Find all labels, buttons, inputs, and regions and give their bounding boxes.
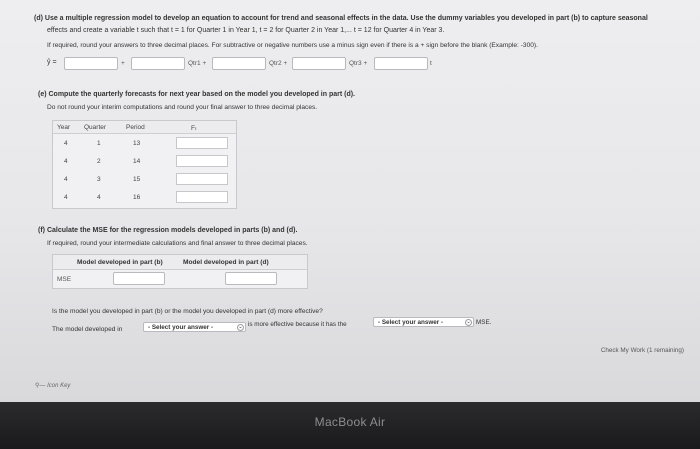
forecast-table [52,120,237,209]
answer-middle: is more effective because it has the [248,321,347,328]
header-period: Period [126,124,145,131]
intercept-input[interactable] [64,57,118,70]
plus-sign: + [121,60,125,67]
row3-year: 4 [64,176,68,183]
qtr2-coef-input[interactable] [212,57,266,70]
row4-period: 16 [133,194,141,201]
model-select-value: - Select your answer - [148,324,214,331]
row1-year: 4 [64,140,68,147]
chevron-down-icon: ⌄ [466,319,471,325]
row4-quarter: 4 [97,194,101,201]
mse-row-label: MSE [57,276,72,283]
answer-suffix: MSE. [476,319,492,326]
mse-table-header [53,255,307,270]
part-d-instruction-1: (d) Use a multiple regression model to develop an equation to account for trend and seasonal effects in the data. Use the dummy variables you developed in part (b) to capture seasonal [34,15,648,22]
row3-period: 15 [133,176,141,183]
mse-part-b-input[interactable] [113,272,165,285]
row4-year: 4 [64,194,68,201]
forecast-input-q3[interactable] [176,173,228,185]
part-d-rounding-note: If required, round your answers to three decimal places. For subtractive or negative numbers use a minus sign even if there is a + sign before the blank (Example: -300). [47,42,538,49]
row2-year: 4 [64,158,68,165]
row1-quarter: 1 [97,140,101,147]
mse-col-part-d: Model developed in part (d) [183,259,269,266]
qtr3-coef-input[interactable] [292,57,346,70]
mse-table [52,254,308,289]
chevron-down-icon: ⌄ [238,324,243,330]
icon-key-label: Icon Key [47,383,71,389]
mse-col-part-b: Model developed in part (b) [77,259,163,266]
yhat-label: ŷ = [47,59,57,66]
check-my-work-button[interactable]: Check My Work (1 remaining) [600,347,684,354]
answer-prefix: The model developed in [52,326,123,333]
effectiveness-question: Is the model you developed in part (b) or the model you developed in part (d) more effective? [52,308,323,315]
part-f-rounding-note: If required, round your intermediate calculations and final answer to three decimal places. [47,240,308,247]
mse-comparison-select-dropdown[interactable] [373,317,474,327]
key-icon: ⚲— [35,383,46,389]
t-label: t [430,60,432,67]
header-forecast: Fₜ [191,125,197,132]
header-year: Year [57,124,71,131]
row3-quarter: 3 [97,176,101,183]
row1-period: 13 [133,140,141,147]
t-coef-input[interactable] [374,57,428,70]
part-e-rounding-note: Do not round your interim computations and round your final answer to three decimal places. [47,104,318,111]
header-quarter: Quarter [84,124,107,131]
qtr2-label: Qtr2 + [269,60,288,67]
qtr1-label: Qtr1 + [188,60,207,67]
row2-period: 14 [133,158,141,165]
mse-part-d-input[interactable] [225,272,277,285]
forecast-input-q1[interactable] [176,137,228,149]
part-e-instruction-1: (e) Compute the quarterly forecasts for next year based on the model you developed in part (d). [38,91,356,98]
part-d-instruction-2: effects and create a variable t such that t = 1 for Quarter 1 in Year 1, t = 2 for Quarter 2 in Year 1,... t = 12 for Quarter 4 in Year 3. [47,27,445,34]
forecast-input-q4[interactable] [176,191,228,203]
mse-comparison-select-value: - Select your answer - [378,319,444,326]
part-f-instruction-1: (f) Calculate the MSE for the regression models developed in parts (b) and (d). [38,227,298,234]
forecast-table-header [53,121,236,134]
model-select-dropdown[interactable] [143,322,246,332]
laptop-bezel [0,402,700,449]
row2-quarter: 2 [97,158,101,165]
forecast-input-q2[interactable] [176,155,228,167]
icon-key-link[interactable] [35,382,70,389]
qtr1-coef-input[interactable] [131,57,185,70]
laptop-model-label: MacBook Air [314,415,386,429]
qtr3-label: Qtr3 + [349,60,368,67]
